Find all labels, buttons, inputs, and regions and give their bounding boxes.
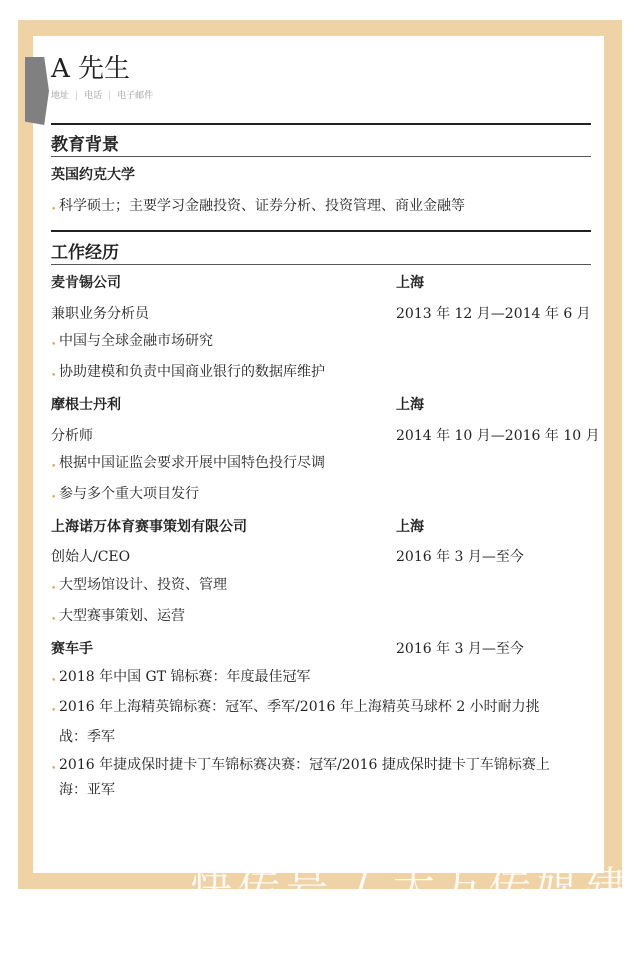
job-bullet: • 2018 年中国 GT 锦标赛：年度最佳冠军 — [59, 664, 311, 690]
job-org: 麦肯锡公司 — [51, 275, 121, 291]
education-bullet: • 科学硕士；主要学习金融投资、证券分析、投资管理、商业金融等 — [59, 193, 465, 219]
job-bullet-continuation: 海：亚军 — [59, 782, 115, 798]
divider — [51, 230, 591, 232]
job-role: 分析师 — [51, 428, 93, 444]
person-name: A 先生 — [51, 54, 131, 84]
divider — [51, 123, 591, 125]
job-bullet: • 2016 年捷成保时捷卡丁车锦标赛决赛：冠军/2016 捷成保时捷卡丁车锦标赛上 — [59, 752, 550, 778]
contact-line: 地址 | 电话 | 电子邮件 — [51, 91, 154, 101]
job-location: 上海 — [396, 275, 424, 291]
job-date: 2014 年 10 月—2016 年 10 月 — [396, 428, 600, 444]
job-bullet: • 大型赛事策划、运营 — [59, 603, 185, 629]
section-title-education: 教育背景 — [51, 135, 119, 155]
divider — [51, 264, 591, 265]
job-org: 摩根士丹利 — [51, 397, 121, 413]
gray-tab-decoration — [25, 57, 49, 125]
job-bullet: • 大型场馆设计、投资、管理 — [59, 572, 227, 598]
job-date: 2013 年 12 月—2014 年 6 月 — [396, 306, 591, 322]
job-bullet: • 协助建模和负责中国商业银行的数据库维护 — [59, 359, 325, 385]
job-location: 上海 — [396, 397, 424, 413]
divider — [51, 156, 591, 157]
contact-email: 电子邮件 — [117, 91, 154, 101]
job-bullet: • 2016 年上海精英锦标赛：冠军、季军/2016 年上海精英马球杯 2 小时耐力挑 — [59, 694, 540, 720]
school-name: 英国约克大学 — [51, 167, 135, 183]
job-org: 赛车手 — [51, 641, 93, 657]
section-title-work: 工作经历 — [51, 243, 119, 263]
job-bullet: • 参与多个重大项目发行 — [59, 481, 199, 507]
job-location: 上海 — [396, 519, 424, 535]
watermark: 快传号 / 大万传媒建桥 — [190, 863, 633, 972]
job-bullet: • 根据中国证监会要求开展中国特色投行尽调 — [59, 450, 325, 476]
job-role: 创始人/CEO — [51, 549, 131, 565]
job-role: 兼职业务分析员 — [51, 306, 149, 322]
contact-address: 地址 — [51, 91, 70, 101]
job-date: 2016 年 3 月—至今 — [396, 549, 524, 565]
job-bullet-continuation: 战：季军 — [59, 729, 115, 745]
job-bullet: • 中国与全球金融市场研究 — [59, 328, 213, 354]
contact-phone: 电话 — [84, 91, 103, 101]
job-org: 上海诺万体育赛事策划有限公司 — [51, 519, 247, 535]
job-date: 2016 年 3 月—至今 — [396, 641, 524, 657]
